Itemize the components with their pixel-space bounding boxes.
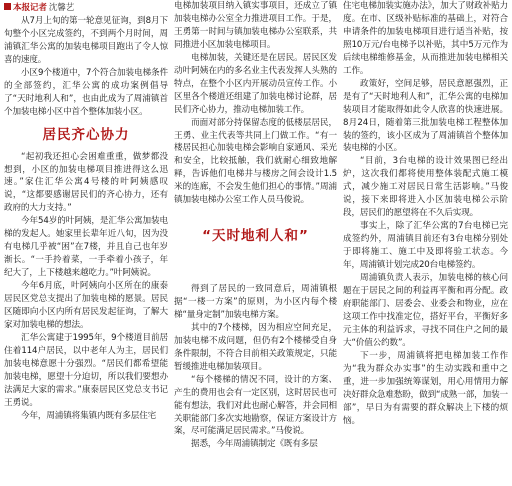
byline-label: 本报记者 bbox=[13, 3, 47, 13]
paragraph: 今年54岁的叶阿姨，是汇华公寓加装电梯的发起人。她家里长辈年近八旬，因为没有电梯几乎被“困”在7楼，并且自己也年岁渐长。“一手拎着菜，一手牵着小孩子，年纪大了，上下楼越来越吃力。”叶阿姨说。 bbox=[4, 216, 168, 279]
paragraph: 从7月上旬的第一轮意见征询，到8月下旬整个小区完成签约，不到两个月时间，周浦镇汇华公寓的加装电梯项目跑出了令人惊喜的速度。 bbox=[4, 15, 168, 65]
byline-author: 沈馨艺 bbox=[48, 3, 75, 13]
paragraph: 得到了居民的一致同意后，周浦镇根据“一楼一方案”的原则，为小区内每个楼梯“量身定制”加装电梯方案。 bbox=[174, 284, 337, 320]
paragraph: 住宅电梯加装实施办法》，加大了财政补贴力度。在市、区级补贴标准的基础上，对符合申请条件的加装电梯项目进行适当补贴，按照10万元/台电梯予以补贴，其中5万元作为后续电梯维修基金，从而推进加装电梯相关工作。 bbox=[343, 1, 508, 76]
article-column-3 bbox=[343, 0, 508, 486]
paragraph: “起初我还担心会困难重重，做梦都没想到，小区的加装电梯项目推进得这么迅速。”家住汇华公寓4号楼的叶阿姨感叹说，“这都要感谢居民们的齐心协力，还有政府的大力支持。” bbox=[4, 151, 168, 214]
section-heading: “天时地利人和” bbox=[202, 228, 309, 244]
paragraph: “目前，3台电梯的设计效果图已经出炉，这次我们都将使用整体装配式施工模式，减少施工对居民日常生活影响。”马俊说，接下来即将进入小区加装电梯公示阶段，居民们的愿望将在不久后实现。 bbox=[343, 156, 508, 219]
paragraph: 其中的7个楼梯，因为相应空间充足，加装电梯不成问题，但仍有2个楼梯受自身条件限制，不符合目前相关政策规定，只能暂缓推进电梯加装项目。 bbox=[174, 322, 337, 372]
paragraph: 汇华公寓建于1995年，9个楼道目前居住着114户居民，以中老年人为主，居民们加装电梯意愿十分强烈。“居民们都希望能加装电梯，愿望十分迫切，所以我们要想办法满足大家的需求。”康泰居民区党总支书记王勇说。 bbox=[4, 332, 168, 408]
paragraph: 据悉，今年周浦镇制定《既有多层 bbox=[191, 439, 318, 450]
paragraph: 政策好，空间足够，居民意愿强烈，正是有了“天时地利人和”，汇华公寓的电梯加装项目才能取得如此令人欣喜的快速进展。8月24日，随着第三批加装电梯工程整体加装的签约，该小区成为了周浦镇首个整体加装电梯的小区。 bbox=[343, 78, 508, 154]
paragraph: 下一步，周浦镇将把电梯加装工作作为“我为群众办实事”的生动实践和重中之重，进一步加强统筹谋划，用心用情用力解决好群众急难愁盼，做到“成熟一部，加装一部”，早日为有需要的群众解决上下楼的烦恼。 bbox=[343, 350, 508, 426]
paragraph: 今年，周浦镇将集镇内既有多层住宅 bbox=[21, 410, 157, 421]
byline-marker-icon bbox=[4, 3, 11, 10]
paragraph: 周浦镇负责人表示，加装电梯的核心问题在于居民之间的利益再平衡和再分配。政府职能部门、居委会、业委会和物业，应在这项工作中找准定位，搭好平台，平衡好多元主体的利益诉求，寻找不同住户之间的最大“价值公约数”。 bbox=[343, 273, 508, 348]
article-column-2 bbox=[174, 0, 337, 226]
paragraph: 事实上，除了汇华公寓的7台电梯已完成签约外，周浦镇目前还有3台电梯分别处于即将施工、施工中及即将验工状态。今年，周浦镇计划完成20台电梯签约。 bbox=[343, 221, 508, 271]
article-column-1 bbox=[4, 0, 168, 486]
paragraph: 小区9个楼道中，7个符合加装电梯条件的全部签约，汇华公寓的成功案例倡导了“天时地利人和”，也由此成为了周浦镇首个加装电梯小区中首个整体加装小区。 bbox=[4, 67, 168, 117]
paragraph: 今年6月底，叶阿姨向小区所在的康泰居民区党总支提出了加装电梯的愿景。居民区随即向小区内所有居民发起征询，了解大家对加装电梯的想法。 bbox=[4, 281, 168, 330]
paragraph: 而面对部分持保留态度的低楼层居民，王勇、业主代表等共同上门做工作。“有一楼居民担心加装电梯会影响自家通风、采光和安全，比较抵触，我们就耐心细致地解释，告诉他们电梯井与楼房之间会设计1.5米的连廊，不会发生他们担心的事情。”周浦镇加装电梯办公室工作人员马俊说。 bbox=[174, 117, 337, 206]
paragraph: “每个楼梯的情况不同，设计的方案、产生的费用也会有一定区别，这时居民也可能有想法，我们对此也耐心解答，并会同相关职能部门多次实地勘察，保证方案设计方案，尽可能满足居民需求。”马俊说。 bbox=[174, 374, 337, 437]
paragraph: 电梯加装项目纳入镇实事项目，还成立了镇加装电梯办公室全力推进项目工作。于是，王勇第一时间与镇加装电梯办公室联系，共同推进小区加装电梯项目。 bbox=[174, 1, 337, 50]
article-column-2-lower bbox=[174, 283, 337, 486]
section-heading: 居民齐心协力 bbox=[42, 126, 130, 143]
byline bbox=[4, 2, 168, 15]
paragraph: 电梯加装，关键还是在居民。居民区发动叶阿姨在内的多名业主代表发挥人头熟的特点，在整个小区内开展动员宣传工作。小区里各个楼道还组建了加装电梯讨论群，居民们齐心协力，推动电梯加装工作。 bbox=[174, 52, 337, 115]
